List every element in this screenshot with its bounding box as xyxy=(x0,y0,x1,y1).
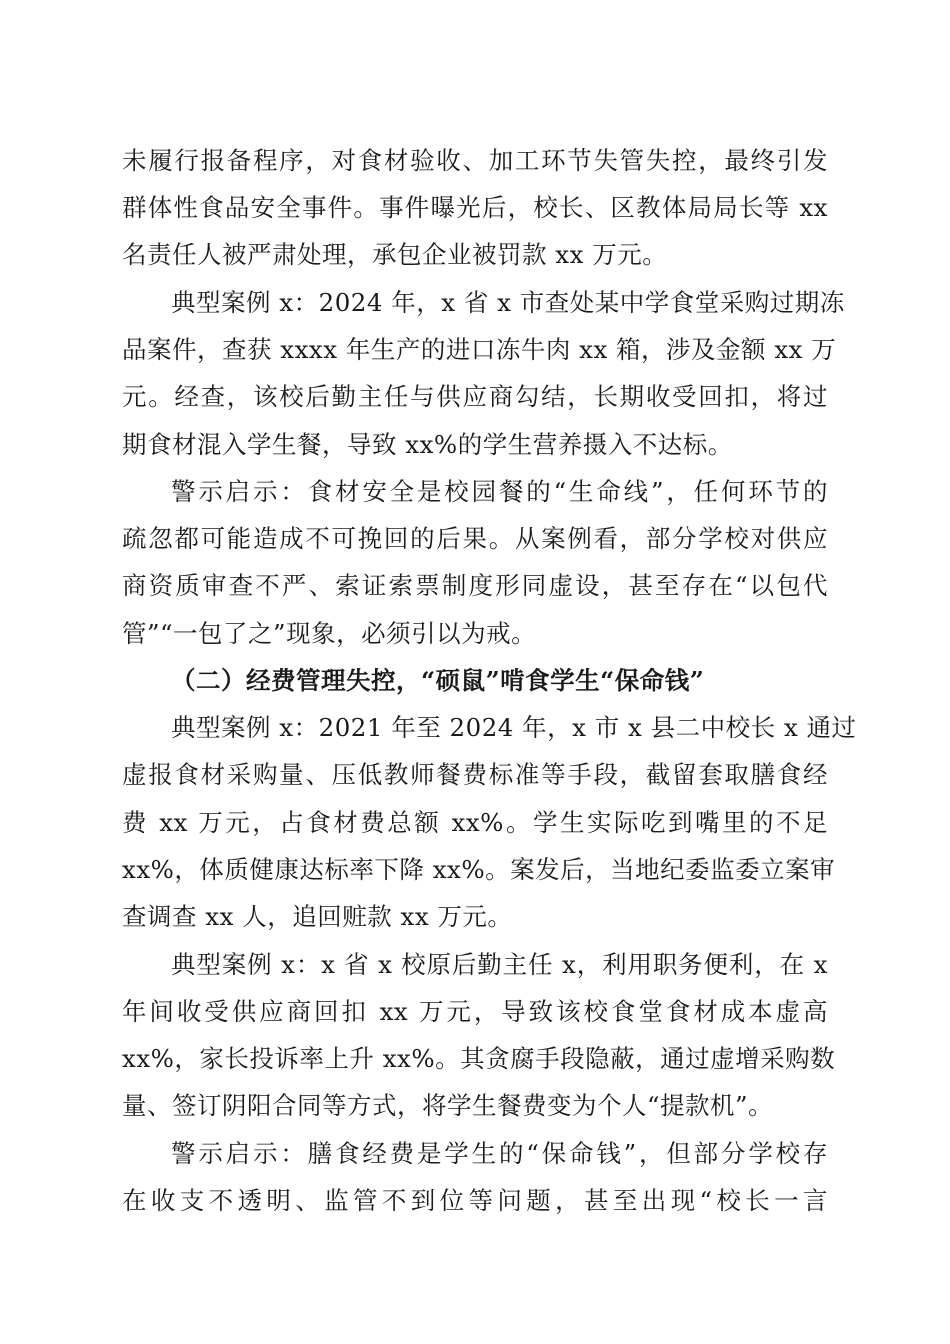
text-line-5: 品案件，查获 xxxx 年生产的进口冻牛肉 xx 箱，涉及金额 xx 万 xyxy=(122,335,837,364)
text-line-2: 群体性食品安全事件。事件曝光后，校长、区教体局局长等 xx xyxy=(122,193,828,222)
text-line-16: xx%，体质健康达标率下降 xx%。案发后，当地纪委监委立案审 xyxy=(122,855,836,884)
text-line-18: 典型案例 x：x 省 x 校原后勤主任 x，利用职务便利，在 x xyxy=(171,950,828,979)
text-line-15: 费 xx 万元，占食材费总额 xx%。学生实际吃到嘴里的不足 xyxy=(122,808,828,837)
text-line-9: 疏忽都可能造成不可挽回的后果。从案例看，部分学校对供应 xyxy=(122,524,828,553)
text-line-10: 商资质审查不严、索证索票制度形同虚设，甚至存在“以包代 xyxy=(122,571,828,600)
text-line-23: 在收支不透明、监管不到位等问题，甚至出现“校长一言 xyxy=(122,1186,828,1215)
text-line-8: 警示启示：食材安全是校园餐的“生命线”，任何环节的 xyxy=(171,477,828,506)
text-line-13: 典型案例 x：2021 年至 2024 年，x 市 x 县二中校长 x 通过 xyxy=(171,713,857,742)
text-line-4: 典型案例 x：2024 年，x 省 x 市查处某中学食堂采购过期冻 xyxy=(171,288,845,317)
text-line-20: xx%，家长投诉率上升 xx%。其贪腐手段隐蔽，通过虚增采购数 xyxy=(122,1044,836,1073)
text-line-17: 查调查 xx 人，追回赃款 xx 万元。 xyxy=(122,902,513,931)
text-line-11: 管”“一包了之”现象，必须引以为戒。 xyxy=(122,619,537,648)
text-line-7: 期食材混入学生餐，导致 xx%的学生营养摄入不达标。 xyxy=(122,430,733,459)
text-line-19: 年间收受供应商回扣 xx 万元，导致该校食堂食材成本虚高 xyxy=(122,997,828,1026)
text-line-3: 名责任人被严肃处理，承包企业被罚款 xx 万元。 xyxy=(122,240,668,269)
text-line-1: 未履行报备程序，对食材验收、加工环节失管失控，最终引发 xyxy=(122,146,828,175)
text-line-22: 警示启示：膳食经费是学生的“保命钱”，但部分学校存 xyxy=(171,1139,828,1168)
text-line-21: 量、签订阴阳合同等方式，将学生餐费变为个人“提款机”。 xyxy=(122,1091,774,1120)
text-line-6: 元。经查，该校后勤主任与供应商勾结，长期收受回扣，将过 xyxy=(122,382,828,411)
section-heading: （二）经费管理失控，“硕鼠”啃食学生“保命钱” xyxy=(171,666,705,695)
text-line-14: 虚报食材采购量、压低教师餐费标准等手段，截留套取膳食经 xyxy=(122,760,828,789)
